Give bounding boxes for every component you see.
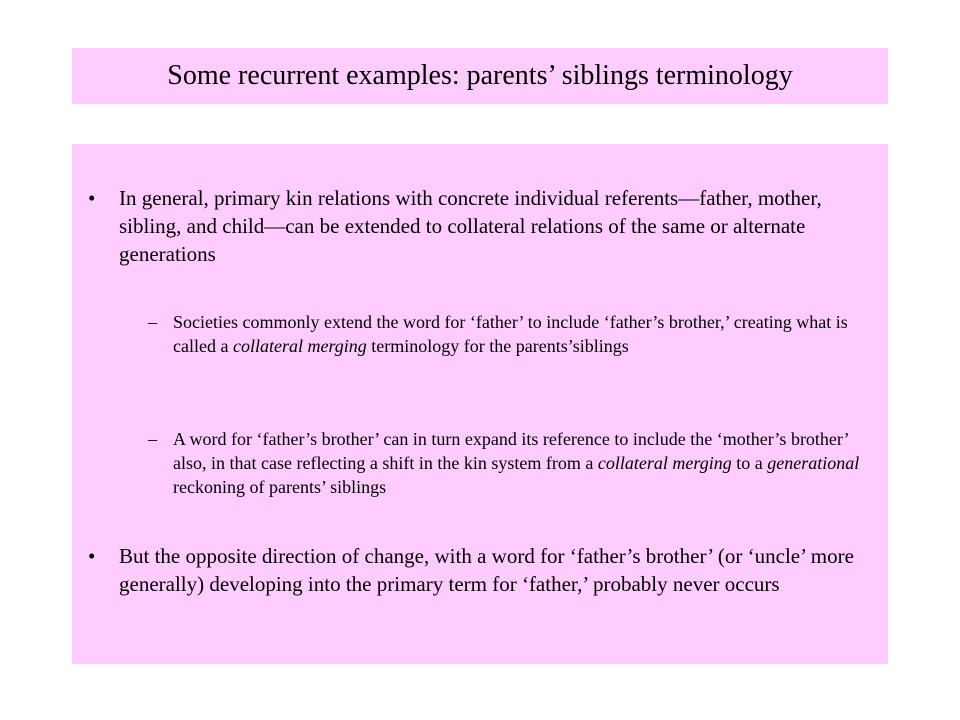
bullet-item-2 <box>88 542 868 598</box>
bullet-marker: • <box>88 186 96 210</box>
subbullet-1-text-a: Societies commonly extend the word for ‘father’ to include ‘father’s brother,’ creating what is called a <box>173 312 848 356</box>
subbullet-text-1 <box>173 310 878 358</box>
subbullet-2-text-a: A word for ‘father’s brother’ can in turn expand its reference to include the ‘mother’s brother’ also, in that case reflecting a shift in the kin system from a <box>173 429 849 473</box>
subbullet-2-text-c: reckoning of parents’ siblings <box>173 477 387 497</box>
bullet-marker: • <box>88 544 96 568</box>
subbullet-2-emphasis-b: generational <box>767 453 860 473</box>
subbullet-2-text-b: to a <box>731 453 768 473</box>
subbullet-1-emphasis: collateral merging <box>232 336 367 356</box>
slide-title: Some recurrent examples: parents’ siblings terminology <box>167 60 793 91</box>
bullet-item-1 <box>88 184 868 268</box>
title-panel <box>72 48 888 104</box>
bullet-text-1: In general, primary kin relations with concrete individual referents—father, mother, sibling, and child—can be extended to collateral relations of the same or alternate generations <box>119 186 822 266</box>
subbullet-item-2 <box>148 427 883 499</box>
subbullet-text-2 <box>173 427 883 499</box>
content-panel <box>72 144 888 664</box>
subbullet-1-text-b: terminology for the parents’siblings <box>366 336 629 356</box>
subbullet-marker: – <box>148 429 157 449</box>
bullet-text-2: But the opposite direction of change, with a word for ‘father’s brother’ (or ‘uncle’ more generally) developing into the primary term for ‘father,’ probably never occurs <box>119 544 854 596</box>
subbullet-marker: – <box>148 312 157 332</box>
subbullet-item-1 <box>148 310 878 358</box>
subbullet-2-emphasis-a: collateral merging <box>597 453 732 473</box>
